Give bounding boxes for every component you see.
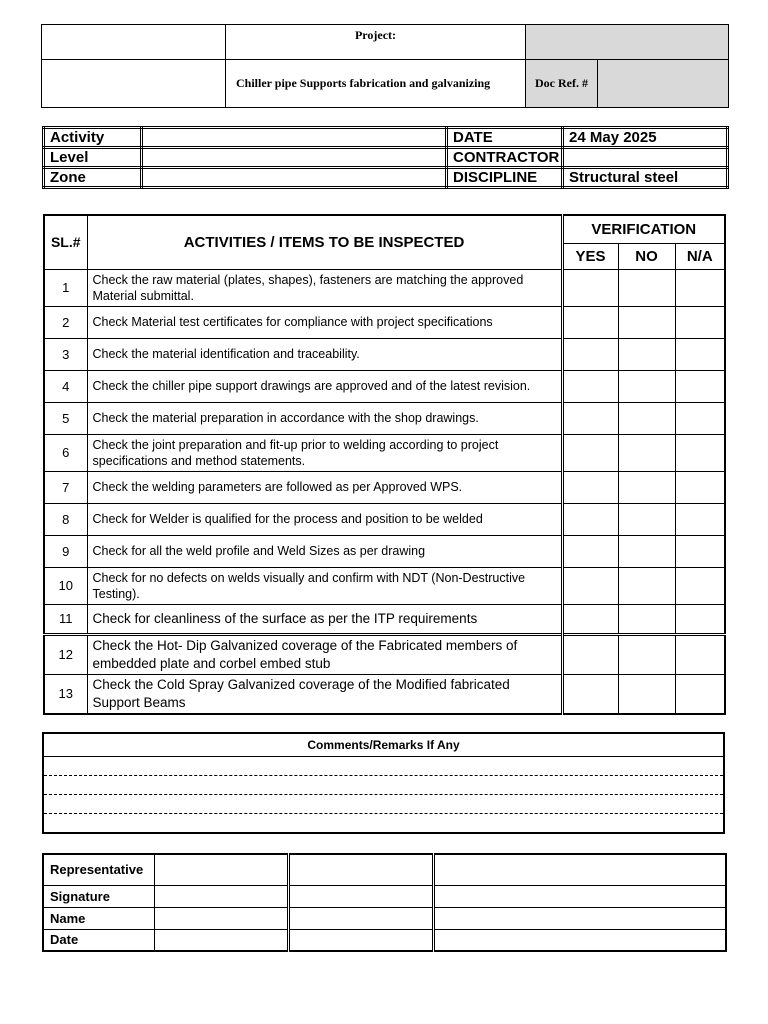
no-checkbox[interactable] [618, 269, 675, 306]
item-number: 9 [44, 535, 87, 567]
yes-checkbox[interactable] [562, 535, 618, 567]
doc-ref-label: Doc Ref. # [526, 60, 598, 108]
checklist-row [44, 434, 725, 471]
no-checkbox[interactable] [618, 338, 675, 370]
item-text: Check the chiller pipe support drawings are approved and of the latest revision. [87, 370, 562, 402]
checklist-row [44, 306, 725, 338]
no-checkbox[interactable] [618, 503, 675, 535]
item-text: Check the Hot- Dip Galvanized coverage of the Fabricated members of embedded plate and corbel embed stub [87, 634, 562, 674]
signoff-table [42, 853, 727, 952]
representative-cell-3[interactable] [433, 854, 726, 885]
date-label: DATE [447, 128, 563, 148]
comment-line[interactable] [43, 795, 724, 814]
na-header: N/A [675, 243, 725, 269]
yes-checkbox[interactable] [562, 370, 618, 402]
signature-cell-2[interactable] [288, 885, 433, 907]
project-label: Project: [226, 25, 526, 60]
yes-checkbox[interactable] [562, 338, 618, 370]
contractor-value[interactable] [563, 148, 728, 168]
na-checkbox[interactable] [675, 674, 725, 714]
activities-header: ACTIVITIES / ITEMS TO BE INSPECTED [87, 215, 562, 269]
project-value-cell[interactable] [526, 25, 729, 60]
date-value[interactable]: 24 May 2025 [563, 128, 728, 148]
item-number: 7 [44, 471, 87, 503]
checklist-row [44, 338, 725, 370]
no-header: NO [618, 243, 675, 269]
no-checkbox[interactable] [618, 567, 675, 604]
no-checkbox[interactable] [618, 471, 675, 503]
no-checkbox[interactable] [618, 674, 675, 714]
item-text: Check the Cold Spray Galvanized coverage of the Modified fabricated Support Beams [87, 674, 562, 714]
representative-label: Representative [43, 854, 154, 885]
comment-line[interactable] [43, 757, 724, 776]
item-text: Check the welding parameters are followed as per Approved WPS. [87, 471, 562, 503]
name-cell-1[interactable] [154, 907, 288, 929]
checklist-row [44, 503, 725, 535]
no-checkbox[interactable] [618, 535, 675, 567]
item-text: Check for all the weld profile and Weld Sizes as per drawing [87, 535, 562, 567]
na-checkbox[interactable] [675, 338, 725, 370]
na-checkbox[interactable] [675, 503, 725, 535]
comment-line[interactable] [43, 776, 724, 795]
signature-cell-3[interactable] [433, 885, 726, 907]
checklist-row [44, 402, 725, 434]
item-text: Check for Welder is qualified for the process and position to be welded [87, 503, 562, 535]
item-text: Check the material preparation in accordance with the shop drawings. [87, 402, 562, 434]
activity-value[interactable] [142, 128, 447, 148]
zone-label: Zone [44, 168, 142, 188]
item-number: 2 [44, 306, 87, 338]
item-number: 4 [44, 370, 87, 402]
item-number: 5 [44, 402, 87, 434]
representative-cell-1[interactable] [154, 854, 288, 885]
item-number: 13 [44, 674, 87, 714]
discipline-value[interactable]: Structural steel [563, 168, 728, 188]
item-number: 12 [44, 634, 87, 674]
name-cell-2[interactable] [288, 907, 433, 929]
doc-ref-value[interactable] [598, 60, 729, 108]
item-number: 1 [44, 269, 87, 306]
yes-checkbox[interactable] [562, 434, 618, 471]
document-title: Chiller pipe Supports fabrication and galvanizing [226, 60, 526, 108]
representative-cell-2[interactable] [288, 854, 433, 885]
signature-cell-1[interactable] [154, 885, 288, 907]
item-number: 10 [44, 567, 87, 604]
no-checkbox[interactable] [618, 634, 675, 674]
na-checkbox[interactable] [675, 471, 725, 503]
header-blank-cell [42, 25, 226, 60]
na-checkbox[interactable] [675, 269, 725, 306]
na-checkbox[interactable] [675, 370, 725, 402]
item-number: 11 [44, 604, 87, 634]
signature-label: Signature [43, 885, 154, 907]
yes-checkbox[interactable] [562, 471, 618, 503]
activity-label: Activity [44, 128, 142, 148]
item-text: Check the joint preparation and fit-up prior to welding according to project specifications and method statements. [87, 434, 562, 471]
na-checkbox[interactable] [675, 434, 725, 471]
no-checkbox[interactable] [618, 604, 675, 634]
name-cell-3[interactable] [433, 907, 726, 929]
item-number: 6 [44, 434, 87, 471]
no-checkbox[interactable] [618, 434, 675, 471]
no-checkbox[interactable] [618, 370, 675, 402]
yes-checkbox[interactable] [562, 674, 618, 714]
item-text: Check for cleanliness of the surface as per the ITP requirements [87, 604, 562, 634]
checklist-row [44, 370, 725, 402]
checklist-row [44, 567, 725, 604]
checklist-row [44, 604, 725, 634]
na-checkbox[interactable] [675, 567, 725, 604]
level-label: Level [44, 148, 142, 168]
date-signoff-label: Date [43, 929, 154, 951]
comments-header: Comments/Remarks If Any [43, 733, 724, 757]
activity-info-table [42, 126, 729, 189]
date-cell-2[interactable] [288, 929, 433, 951]
yes-checkbox[interactable] [562, 567, 618, 604]
checklist-row [44, 269, 725, 306]
checklist-row [44, 535, 725, 567]
date-cell-1[interactable] [154, 929, 288, 951]
level-value[interactable] [142, 148, 447, 168]
zone-value[interactable] [142, 168, 447, 188]
date-cell-3[interactable] [433, 929, 726, 951]
item-text: Check the raw material (plates, shapes), fasteners are matching the approved Material submittal. [87, 269, 562, 306]
na-checkbox[interactable] [675, 535, 725, 567]
discipline-label: DISCIPLINE [447, 168, 563, 188]
item-text: Check Material test certificates for compliance with project specifications [87, 306, 562, 338]
comment-line[interactable] [43, 814, 724, 834]
yes-checkbox[interactable] [562, 269, 618, 306]
sl-number-header: SL.# [44, 215, 87, 269]
item-text: Check for no defects on welds visually and confirm with NDT (Non-Destructive Testing). [87, 567, 562, 604]
na-checkbox[interactable] [675, 402, 725, 434]
comments-table [42, 732, 725, 834]
yes-checkbox[interactable] [562, 402, 618, 434]
header-logo-cell [42, 60, 226, 108]
verification-header: VERIFICATION [562, 215, 725, 243]
item-text: Check the material identification and traceability. [87, 338, 562, 370]
no-checkbox[interactable] [618, 402, 675, 434]
item-number: 3 [44, 338, 87, 370]
na-checkbox[interactable] [675, 604, 725, 634]
checklist-row [44, 634, 725, 674]
yes-header: YES [562, 243, 618, 269]
item-number: 8 [44, 503, 87, 535]
na-checkbox[interactable] [675, 634, 725, 674]
no-checkbox[interactable] [618, 306, 675, 338]
checklist-row [44, 471, 725, 503]
na-checkbox[interactable] [675, 306, 725, 338]
inspection-checklist-table [43, 214, 726, 715]
contractor-label: CONTRACTOR [447, 148, 563, 168]
name-label: Name [43, 907, 154, 929]
yes-checkbox[interactable] [562, 604, 618, 634]
yes-checkbox[interactable] [562, 306, 618, 338]
project-header-table [41, 24, 729, 108]
checklist-row [44, 674, 725, 714]
yes-checkbox[interactable] [562, 634, 618, 674]
yes-checkbox[interactable] [562, 503, 618, 535]
